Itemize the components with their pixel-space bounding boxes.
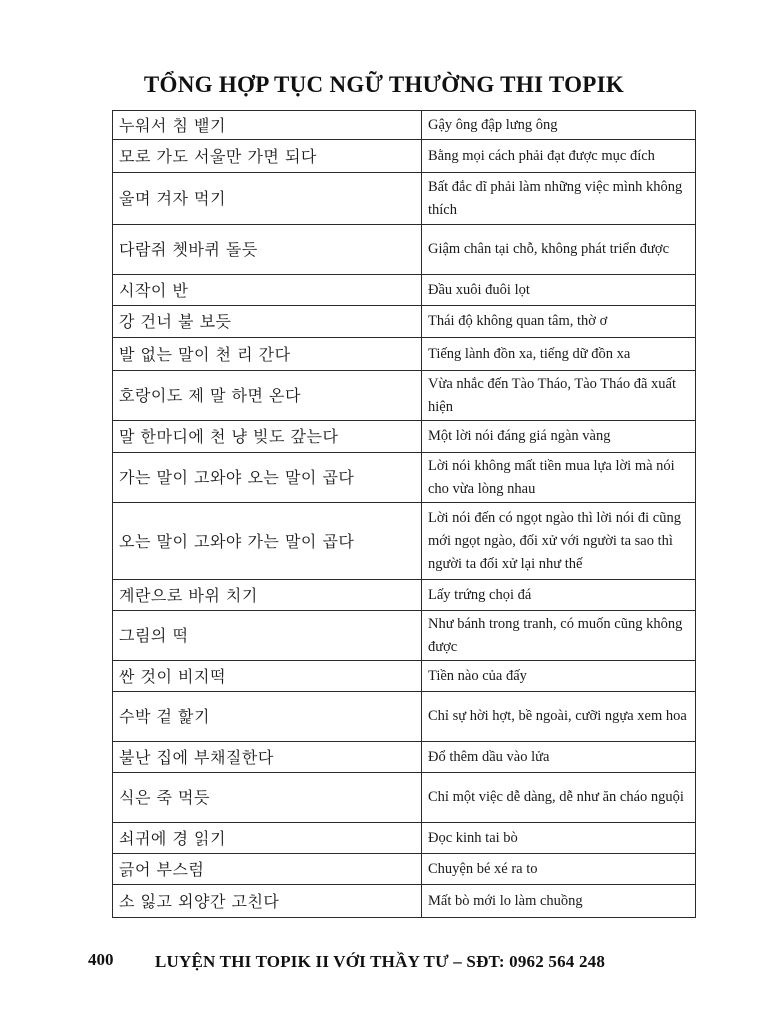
vietnamese-meaning: Một lời nói đáng giá ngàn vàng: [422, 421, 696, 453]
korean-proverb: 울며 겨자 먹기: [113, 173, 422, 225]
vietnamese-meaning: Tiền nào của đấy: [422, 661, 696, 692]
idiom-row: [113, 885, 696, 918]
vietnamese-meaning: Giậm chân tại chỗ, không phát triển được: [422, 225, 696, 275]
vietnamese-meaning: Lời nói đến có ngọt ngào thì lời nói đi cũng mới ngọt ngào, đối xử với người ta sao thì người ta đối xử lại như thế: [422, 503, 696, 580]
idiom-row: [113, 306, 696, 338]
vietnamese-meaning: Chỉ sự hời hợt, bề ngoài, cưỡi ngựa xem hoa: [422, 692, 696, 742]
korean-proverb: 식은 죽 먹듯: [113, 773, 422, 823]
vietnamese-meaning: Vừa nhắc đến Tào Tháo, Tào Tháo đã xuất hiện: [422, 371, 696, 421]
vietnamese-meaning: Mất bò mới lo làm chuồng: [422, 885, 696, 918]
vietnamese-meaning: Như bánh trong tranh, có muốn cũng không được: [422, 611, 696, 661]
idiom-row: [113, 140, 696, 173]
idiom-row: [113, 225, 696, 275]
korean-proverb: 그림의 떡: [113, 611, 422, 661]
idiom-row: [113, 421, 696, 453]
footer-text: LUYỆN THI TOPIK II VỚI THẦY TƯ – SĐT: 0962 564 248: [155, 952, 606, 971]
korean-proverb: 다람쥐 쳇바퀴 돌듯: [113, 225, 422, 275]
vietnamese-meaning: Đổ thêm dầu vào lửa: [422, 742, 696, 773]
korean-proverb: 발 없는 말이 천 리 간다: [113, 338, 422, 371]
korean-proverb: 수박 겉 핥기: [113, 692, 422, 742]
vietnamese-meaning: Gậy ông đập lưng ông: [422, 111, 696, 140]
idiom-row: [113, 111, 696, 140]
vietnamese-meaning: Đọc kinh tai bò: [422, 823, 696, 854]
korean-proverb: 불난 집에 부채질한다: [113, 742, 422, 773]
page-footer: [0, 950, 768, 980]
idiom-row: [113, 580, 696, 611]
vietnamese-meaning: Tiếng lành đồn xa, tiếng dữ đồn xa: [422, 338, 696, 371]
vietnamese-meaning: Lời nói không mất tiền mua lựa lời mà nói cho vừa lòng nhau: [422, 453, 696, 503]
idiom-row: [113, 773, 696, 823]
vietnamese-meaning: Bằng mọi cách phải đạt được mục đích: [422, 140, 696, 173]
vietnamese-meaning: Bất đắc dĩ phải làm những việc mình không thích: [422, 173, 696, 225]
idiom-table-body: [113, 111, 696, 918]
vietnamese-meaning: Lấy trứng chọi đá: [422, 580, 696, 611]
idiom-row: [113, 854, 696, 885]
idiom-row: [113, 823, 696, 854]
korean-proverb: 말 한마디에 천 냥 빚도 갚는다: [113, 421, 422, 453]
korean-proverb: 가는 말이 고와야 오는 말이 곱다: [113, 453, 422, 503]
idiom-table: [112, 110, 696, 918]
idiom-row: [113, 692, 696, 742]
korean-proverb: 오는 말이 고와야 가는 말이 곱다: [113, 503, 422, 580]
vietnamese-meaning: Chuyện bé xé ra to: [422, 854, 696, 885]
idiom-row: [113, 503, 696, 580]
vietnamese-meaning: Thái độ không quan tâm, thờ ơ: [422, 306, 696, 338]
idiom-row: [113, 371, 696, 421]
korean-proverb: 모로 가도 서울만 가면 되다: [113, 140, 422, 173]
idiom-row: [113, 453, 696, 503]
korean-proverb: 호랑이도 제 말 하면 온다: [113, 371, 422, 421]
page-title: TỔNG HỢP TỤC NGỮ THƯỜNG THI TOPIK: [143, 72, 625, 97]
idiom-row: [113, 661, 696, 692]
idiom-row: [113, 173, 696, 225]
korean-proverb: 소 잃고 외양간 고친다: [113, 885, 422, 918]
idiom-row: [113, 742, 696, 773]
korean-proverb: 긁어 부스럼: [113, 854, 422, 885]
idiom-row: [113, 338, 696, 371]
korean-proverb: 누워서 침 뱉기: [113, 111, 422, 140]
idiom-row: [113, 275, 696, 306]
korean-proverb: 싼 것이 비지떡: [113, 661, 422, 692]
korean-proverb: 시작이 반: [113, 275, 422, 306]
page-number: 400: [88, 950, 114, 969]
korean-proverb: 쇠귀에 경 읽기: [113, 823, 422, 854]
korean-proverb: 강 건너 불 보듯: [113, 306, 422, 338]
vietnamese-meaning: Đầu xuôi đuôi lọt: [422, 275, 696, 306]
korean-proverb: 계란으로 바위 치기: [113, 580, 422, 611]
idiom-row: [113, 611, 696, 661]
vietnamese-meaning: Chỉ một việc dễ dàng, dễ như ăn cháo nguội: [422, 773, 696, 823]
